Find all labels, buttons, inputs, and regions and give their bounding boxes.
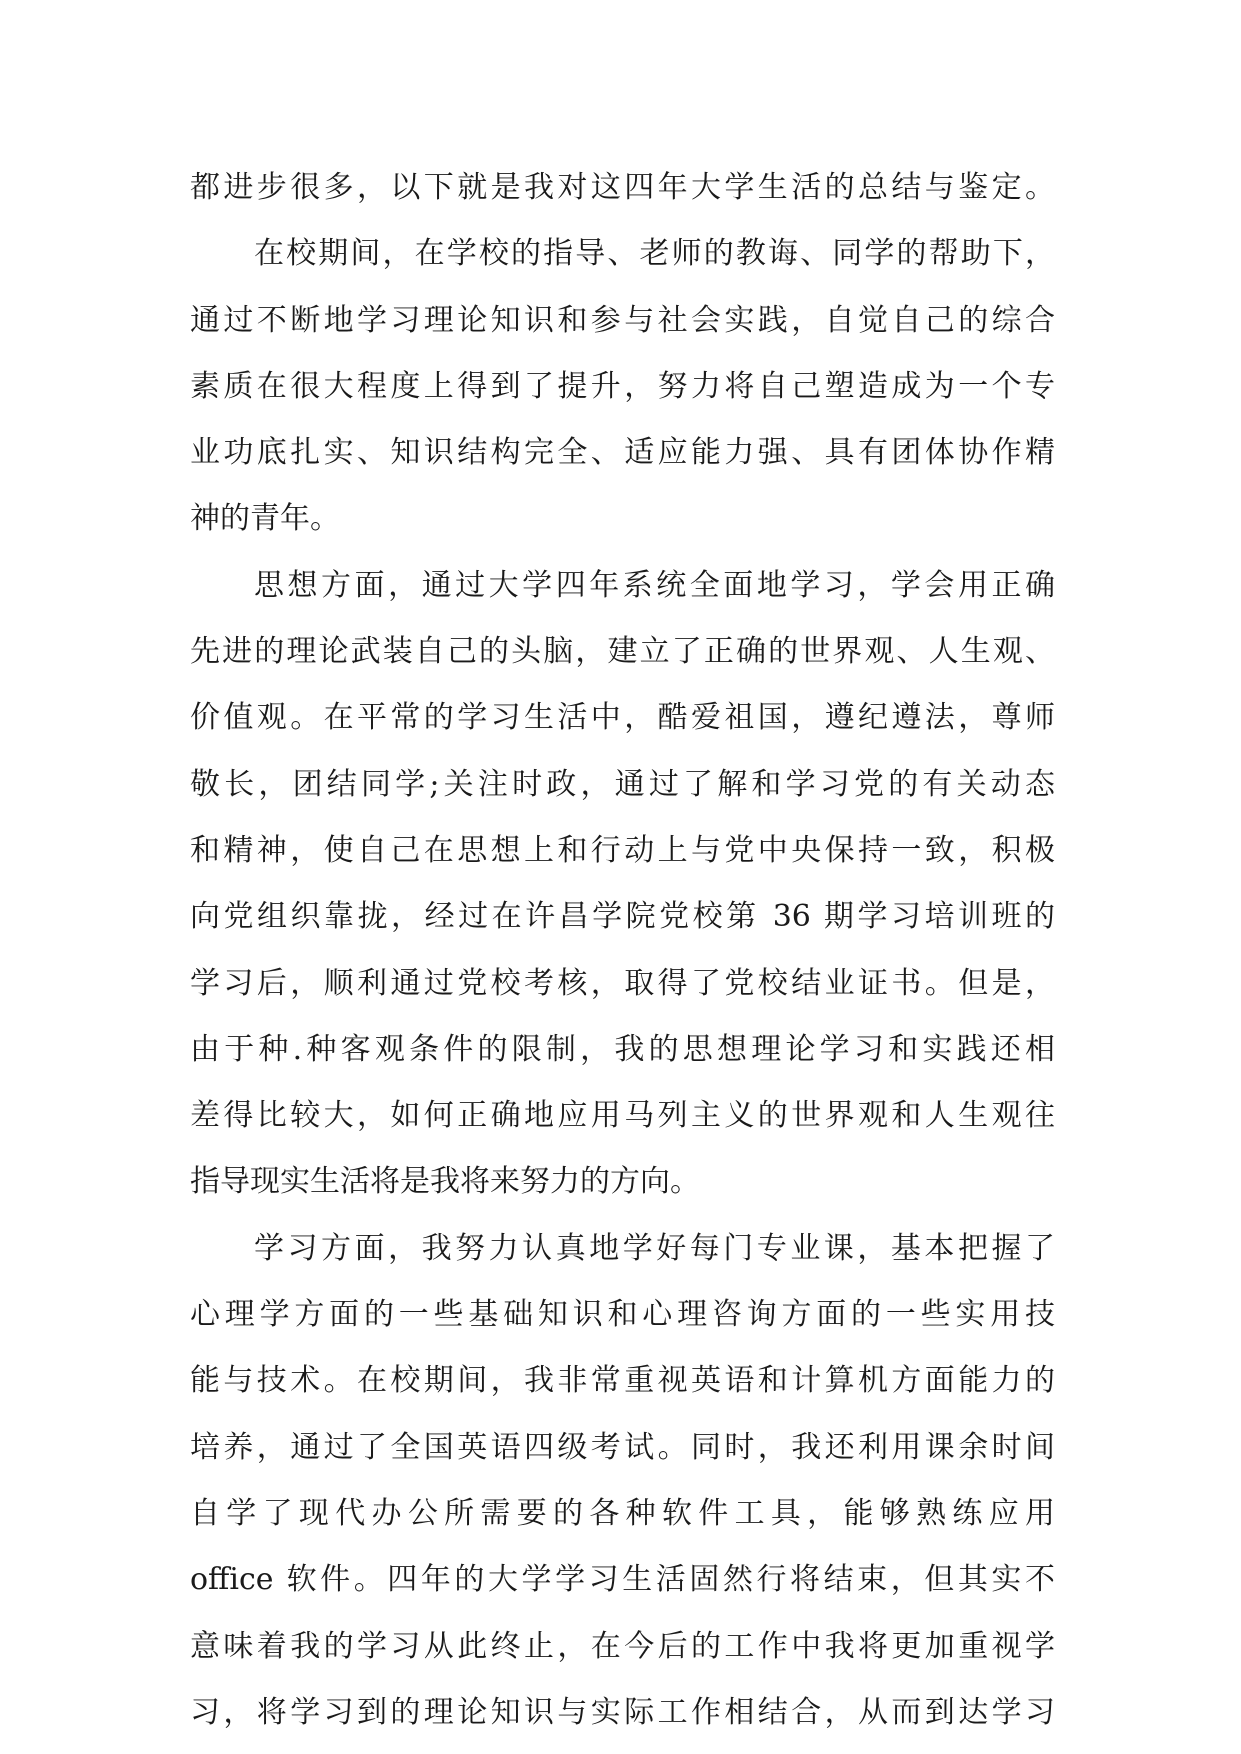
text-line: 价值观。在平常的学习生活中，酷爱祖国，遵纪遵法，尊师 <box>190 700 1055 736</box>
text-line: 心理学方面的一些基础知识和心理咨询方面的一些实用技 <box>190 1297 1055 1333</box>
body-text <box>190 155 1055 1746</box>
text-line: 通过不断地学习理论知识和参与社会实践，自觉自己的综合 <box>190 302 1055 338</box>
paragraph-end-line: 神的青年。 <box>190 501 340 537</box>
text-line: 习，将学习到的理论知识与实际工作相结合，从而到达学习 <box>190 1694 1055 1730</box>
paragraph-start-line: 学习方面，我努力认真地学好每门专业课，基本把握了 <box>254 1230 1055 1266</box>
text-line: 都进步很多，以下就是我对这四年大学生活的总结与鉴定。 <box>190 170 1055 205</box>
text-line: 向党组织靠拢，经过在许昌学院党校第 36 期学习培训班的 <box>190 899 1055 935</box>
text-line: 敬长，团结同学;关注时政，通过了解和学习党的有关动态 <box>190 766 1055 802</box>
text-line: 意味着我的学习从此终止，在今后的工作中我将更加重视学 <box>190 1628 1055 1664</box>
text-line: 能与技术。在校期间，我非常重视英语和计算机方面能力的 <box>190 1363 1055 1399</box>
text-line: 差得比较大，如何正确地应用马列主义的世界观和人生观往 <box>190 1098 1055 1134</box>
text-line: 培养，通过了全国英语四级考试。同时，我还利用课余时间 <box>190 1429 1055 1465</box>
text-line: 业功底扎实、知识结构完全、适应能力强、具有团体协作精 <box>190 435 1055 471</box>
text-line: 自学了现代办公所需要的各种软件工具，能够熟练应用 <box>190 1495 1055 1531</box>
text-line: 和精神，使自己在思想上和行动上与党中央保持一致，积极 <box>190 832 1055 868</box>
paragraph-start-line: 在校期间，在学校的指导、老师的教诲、同学的帮助下， <box>254 236 1055 272</box>
paragraph-start-line: 思想方面，通过大学四年系统全面地学习，学会用正确 <box>254 567 1055 603</box>
text-line: 学习后，顺利通过党校考核，取得了党校结业证书。但是， <box>190 965 1055 1001</box>
text-line: 先进的理论武装自己的头脑，建立了正确的世界观、人生观、 <box>190 634 1055 670</box>
text-line: 素质在很大程度上得到了提升，努力将自己塑造成为一个专 <box>190 368 1055 404</box>
paragraph-end-line: 指导现实生活将是我将来努力的方向。 <box>190 1164 700 1200</box>
text-line: 由于种.种客观条件的限制，我的思想理论学习和实践还相 <box>190 1031 1055 1067</box>
text-line: office 软件。四年的大学学习生活固然行将结束，但其实不 <box>190 1562 1055 1598</box>
